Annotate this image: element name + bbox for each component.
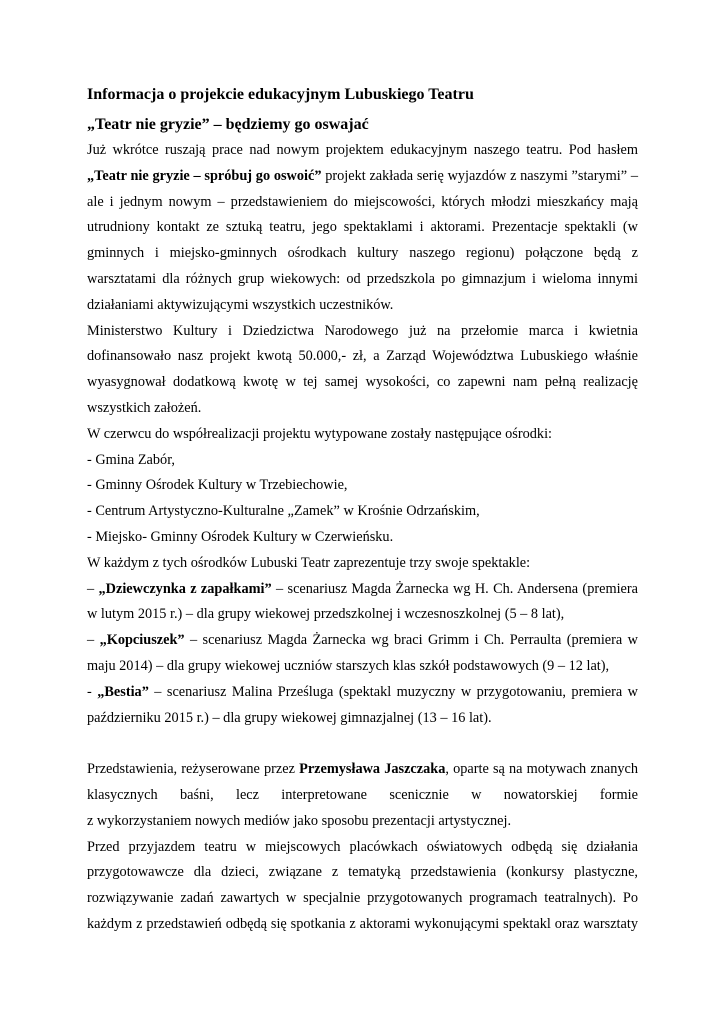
director-name: Przemysława Jaszczaka xyxy=(299,761,446,778)
show-title: „Dziewczynka z zapałkami” xyxy=(98,580,272,597)
center-item: - Gmina Zabór, xyxy=(87,451,175,468)
center-item: - Centrum Artystyczno-Kulturalne „Zamek” w Krośnie Odrzańskim, xyxy=(87,503,480,520)
direction-paragraph xyxy=(87,757,638,809)
center-item: - Gminny Ośrodek Kultury w Trzebiechowie, xyxy=(87,477,348,494)
show-title: „Kopciuszek” xyxy=(99,632,185,649)
intro-text-start: Już wkrótce ruszają prace nad nowym projektem edukacyjnym naszego teatru. Pod hasłem xyxy=(87,142,638,158)
document-subtitle: „Teatr nie gryzie” – będziemy go oswajać xyxy=(87,116,369,133)
show-prefix: - xyxy=(87,683,98,700)
intro-text-rest: projekt zakłada serię wyjazdów z naszymi ”starymi” – ale i jednym nowym – przedstawieniem do miejscowości, których młodzi mieszkańcy mają utrudniony kontakt ze sztuką teatru, jego spektaklami i aktorami. Prezentacje spektakli (w gminnych i miejsko-gminnych ośrodkach kultury naszego regionu) połączone będą z warsztatami dla różnych grup wiekowych: od przedszkola po gimnazjum i wieloma innymi działaniami aktywizującymi wszystkich uczestników. xyxy=(87,167,638,313)
document-title: Informacja o projekcie edukacyjnym Lubuskiego Teatru xyxy=(87,86,474,103)
show-item xyxy=(87,577,638,629)
intro-paragraph xyxy=(87,138,638,319)
funding-paragraph: Ministerstwo Kultury i Dziedzictwa Narodowego już na przełomie marca i kwietnia dofinansowało nasz projekt kwotą 50.000,- zł, a Zarząd Województwa Lubuskiego właśnie wyasygnował dodatkową kwotę w tej samej wysokości, co zapewni nam pełną realizację wszystkich założeń. xyxy=(87,322,638,416)
show-description: – scenariusz Magda Żarnecka wg H. Ch. Andersena (premiera w lutym 2015 r.) – dla grupy wiekowej przedszkolnej i wczesnoszkolnej (5 – 8 lat), xyxy=(87,580,638,623)
centers-intro: W czerwcu do współrealizacji projektu wytypowane zostały następujące ośrodki: xyxy=(87,425,553,442)
shows-intro: W każdym z tych ośrodków Lubuski Teatr zaprezentuje trzy swoje spektakle: xyxy=(87,554,531,571)
center-item: - Miejsko- Gminny Ośrodek Kultury w Czerwieńsku. xyxy=(87,528,394,545)
direction-paragraph-end: z wykorzystaniem nowych mediów jako sposobu prezentacji artystycznej. xyxy=(87,812,512,829)
show-prefix: – xyxy=(87,632,100,649)
preparation-paragraph: Przed przyjazdem teatru w miejscowych placówkach oświatowych odbędą się działania przygotowawcze dla dzieci, związane z tematyką przedstawienia (konkursy plastyczne, rozwiązywanie zadań zawartych w specjalnie przygotowanych programach teatralnych). Po każdym z przedstawień odbędą się spotkania z aktorami wykonującymi spektakl oraz warsztaty xyxy=(87,838,638,932)
direction-text-mid: , oparte są na motywach znanych klasycznych baśni, lecz interpretowane scenicznie w nowatorskiej formie xyxy=(87,761,638,803)
show-prefix: – xyxy=(87,580,99,597)
show-title: „Bestia” xyxy=(97,683,149,700)
show-description: – scenariusz Magda Żarnecka wg braci Grimm i Ch. Perraulta (premiera w maju 2014) – dla grupy wiekowej uczniów starszych klas szkół podstawowych (9 – 12 lat), xyxy=(87,632,638,674)
project-slogan: „Teatr nie gryzie – spróbuj go oswoić” xyxy=(87,167,322,184)
show-description: – scenariusz Malina Prześluga (spektakl muzyczny w przygotowaniu, premiera w październiku 2015 r.) – dla grupy wiekowej gimnazjalnej (13 – 16 lat). xyxy=(87,683,639,726)
show-item xyxy=(87,628,638,680)
document-page xyxy=(87,84,638,938)
direction-text-start: Przedstawienia, reżyserowane przez xyxy=(87,761,300,778)
paragraph-gap xyxy=(87,731,638,757)
show-item xyxy=(87,680,638,732)
